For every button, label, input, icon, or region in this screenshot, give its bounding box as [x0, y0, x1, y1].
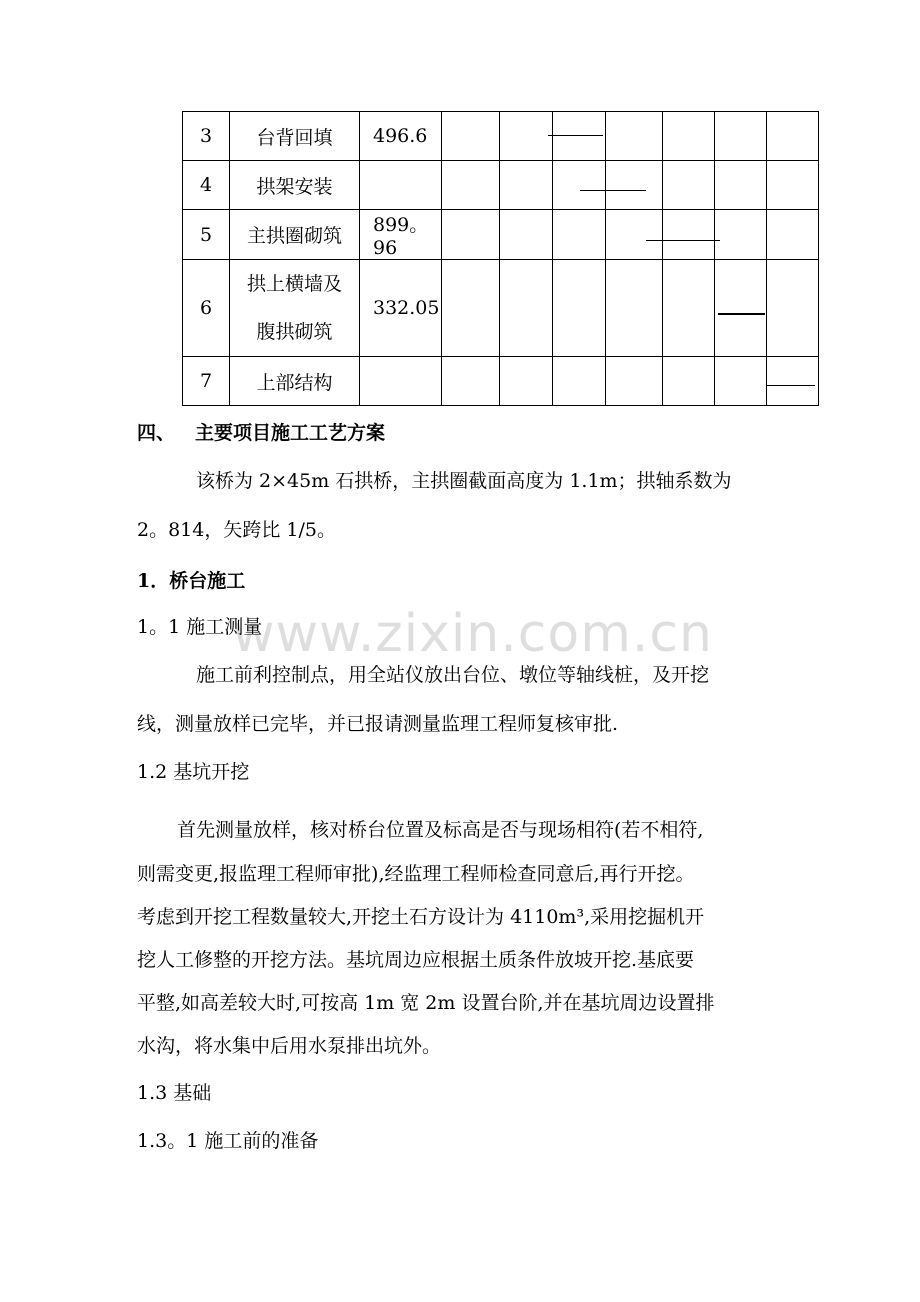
- schedule-bar: [580, 190, 646, 191]
- paragraph-line: 该桥为 2×45m 石拱桥，主拱圈截面高度为 1.1m；拱轴系数为: [196, 470, 732, 492]
- table-row: [183, 161, 819, 210]
- paragraph-line: 考虑到开挖工程数量较大,开挖土石方设计为 4110m³,采用挖掘机开: [137, 906, 705, 928]
- subsection-heading: 1.3。1 施工前的准备: [137, 1130, 319, 1152]
- schedule-cell: [500, 260, 553, 357]
- quantity: [360, 161, 442, 210]
- paragraph-line: 施工前利控制点，用全站仪放出台位、墩位等轴线桩，及开挖: [196, 664, 710, 686]
- subsection-heading: 1.2 基坑开挖: [137, 761, 250, 783]
- schedule-cell: [442, 210, 500, 260]
- schedule-cell: [500, 357, 553, 406]
- schedule-cell: [663, 112, 715, 161]
- schedule-cell: [606, 112, 663, 161]
- item-name: 主拱圈砌筑: [230, 210, 360, 260]
- schedule-bar: [718, 313, 765, 315]
- schedule-cell: [442, 357, 500, 406]
- schedule-cell: [767, 357, 819, 406]
- row-number: 7: [183, 357, 230, 406]
- schedule-cell: [715, 357, 767, 406]
- schedule-cell: [663, 210, 715, 260]
- quantity: [360, 357, 442, 406]
- schedule-cell: [715, 112, 767, 161]
- schedule-cell: [767, 161, 819, 210]
- quantity: 496.6: [360, 112, 442, 161]
- schedule-cell: [553, 210, 606, 260]
- row-number: 3: [183, 112, 230, 161]
- schedule-bar: [767, 385, 815, 386]
- schedule-cell: [553, 161, 606, 210]
- item-name: 拱架安装: [230, 161, 360, 210]
- paragraph-line: 水沟，将水集中后用水泵排出坑外。: [137, 1035, 442, 1057]
- item-name: 上部结构: [230, 357, 360, 406]
- schedule-cell: [500, 112, 553, 161]
- schedule-cell: [500, 161, 553, 210]
- item-name-line: 拱上横墙及: [246, 273, 342, 295]
- schedule-cell: [715, 161, 767, 210]
- schedule-cell: [767, 210, 819, 260]
- item-name: 台背回填: [230, 112, 360, 161]
- table-row: [183, 260, 819, 357]
- schedule-cell: [767, 260, 819, 357]
- subsection-heading: 1.3 基础: [137, 1082, 212, 1104]
- paragraph-line: 首先测量放样，核对桥台位置及标高是否与现场相符(若不相符,: [177, 819, 704, 841]
- row-number: 6: [183, 260, 230, 357]
- row-number: 4: [183, 161, 230, 210]
- paragraph-line: 2。814，矢跨比 1/5。: [137, 519, 336, 541]
- schedule-cell: [715, 260, 767, 357]
- table-row: [183, 357, 819, 406]
- subsection-heading: 1。1 施工测量: [137, 616, 263, 638]
- watermark: www.zixin.com.cn: [232, 604, 713, 664]
- schedule-cell: [606, 357, 663, 406]
- quantity: 332.05: [360, 260, 442, 357]
- paragraph-line: 挖人工修整的开挖方法。基坑周边应根据土质条件放坡开挖.基底要: [137, 949, 695, 971]
- table-row: [183, 112, 819, 161]
- row-number: 5: [183, 210, 230, 260]
- item-name-line: 腹拱砌筑: [256, 321, 333, 343]
- schedule-cell: [553, 112, 606, 161]
- schedule-cell: [767, 112, 819, 161]
- schedule-bar: [646, 240, 720, 241]
- paragraph-line: 线，测量放样已完毕，并已报请测量监理工程师复核审批.: [137, 713, 619, 735]
- schedule-cell: [663, 357, 715, 406]
- subsection-heading: 1．桥台施工: [137, 570, 246, 592]
- paragraph-line: 则需变更,报监理工程师审批),经监理工程师检查同意后,再行开挖。: [137, 863, 695, 885]
- schedule-cell: [606, 210, 663, 260]
- schedule-cell: [553, 260, 606, 357]
- schedule-cell: [663, 161, 715, 210]
- schedule-cell: [606, 161, 663, 210]
- schedule-cell: [442, 112, 500, 161]
- section-title: 主要项目施工工艺方案: [195, 422, 386, 444]
- schedule-bar: [548, 135, 603, 136]
- schedule-cell: [663, 260, 715, 357]
- construction-schedule-table: [182, 111, 819, 406]
- schedule-cell: [553, 357, 606, 406]
- item-name: [230, 260, 360, 357]
- schedule-cell: [606, 260, 663, 357]
- quantity: 899。96: [360, 210, 442, 260]
- schedule-cell: [442, 260, 500, 357]
- section-number: 四、: [137, 422, 176, 444]
- paragraph-line: 平整,如高差较大时,可按高 1m 宽 2m 设置台阶,并在基坑周边设置排: [137, 992, 715, 1014]
- schedule-cell: [500, 210, 553, 260]
- table-row: [183, 210, 819, 260]
- section-heading: [137, 418, 385, 445]
- schedule-cell: [715, 210, 767, 260]
- schedule-cell: [442, 161, 500, 210]
